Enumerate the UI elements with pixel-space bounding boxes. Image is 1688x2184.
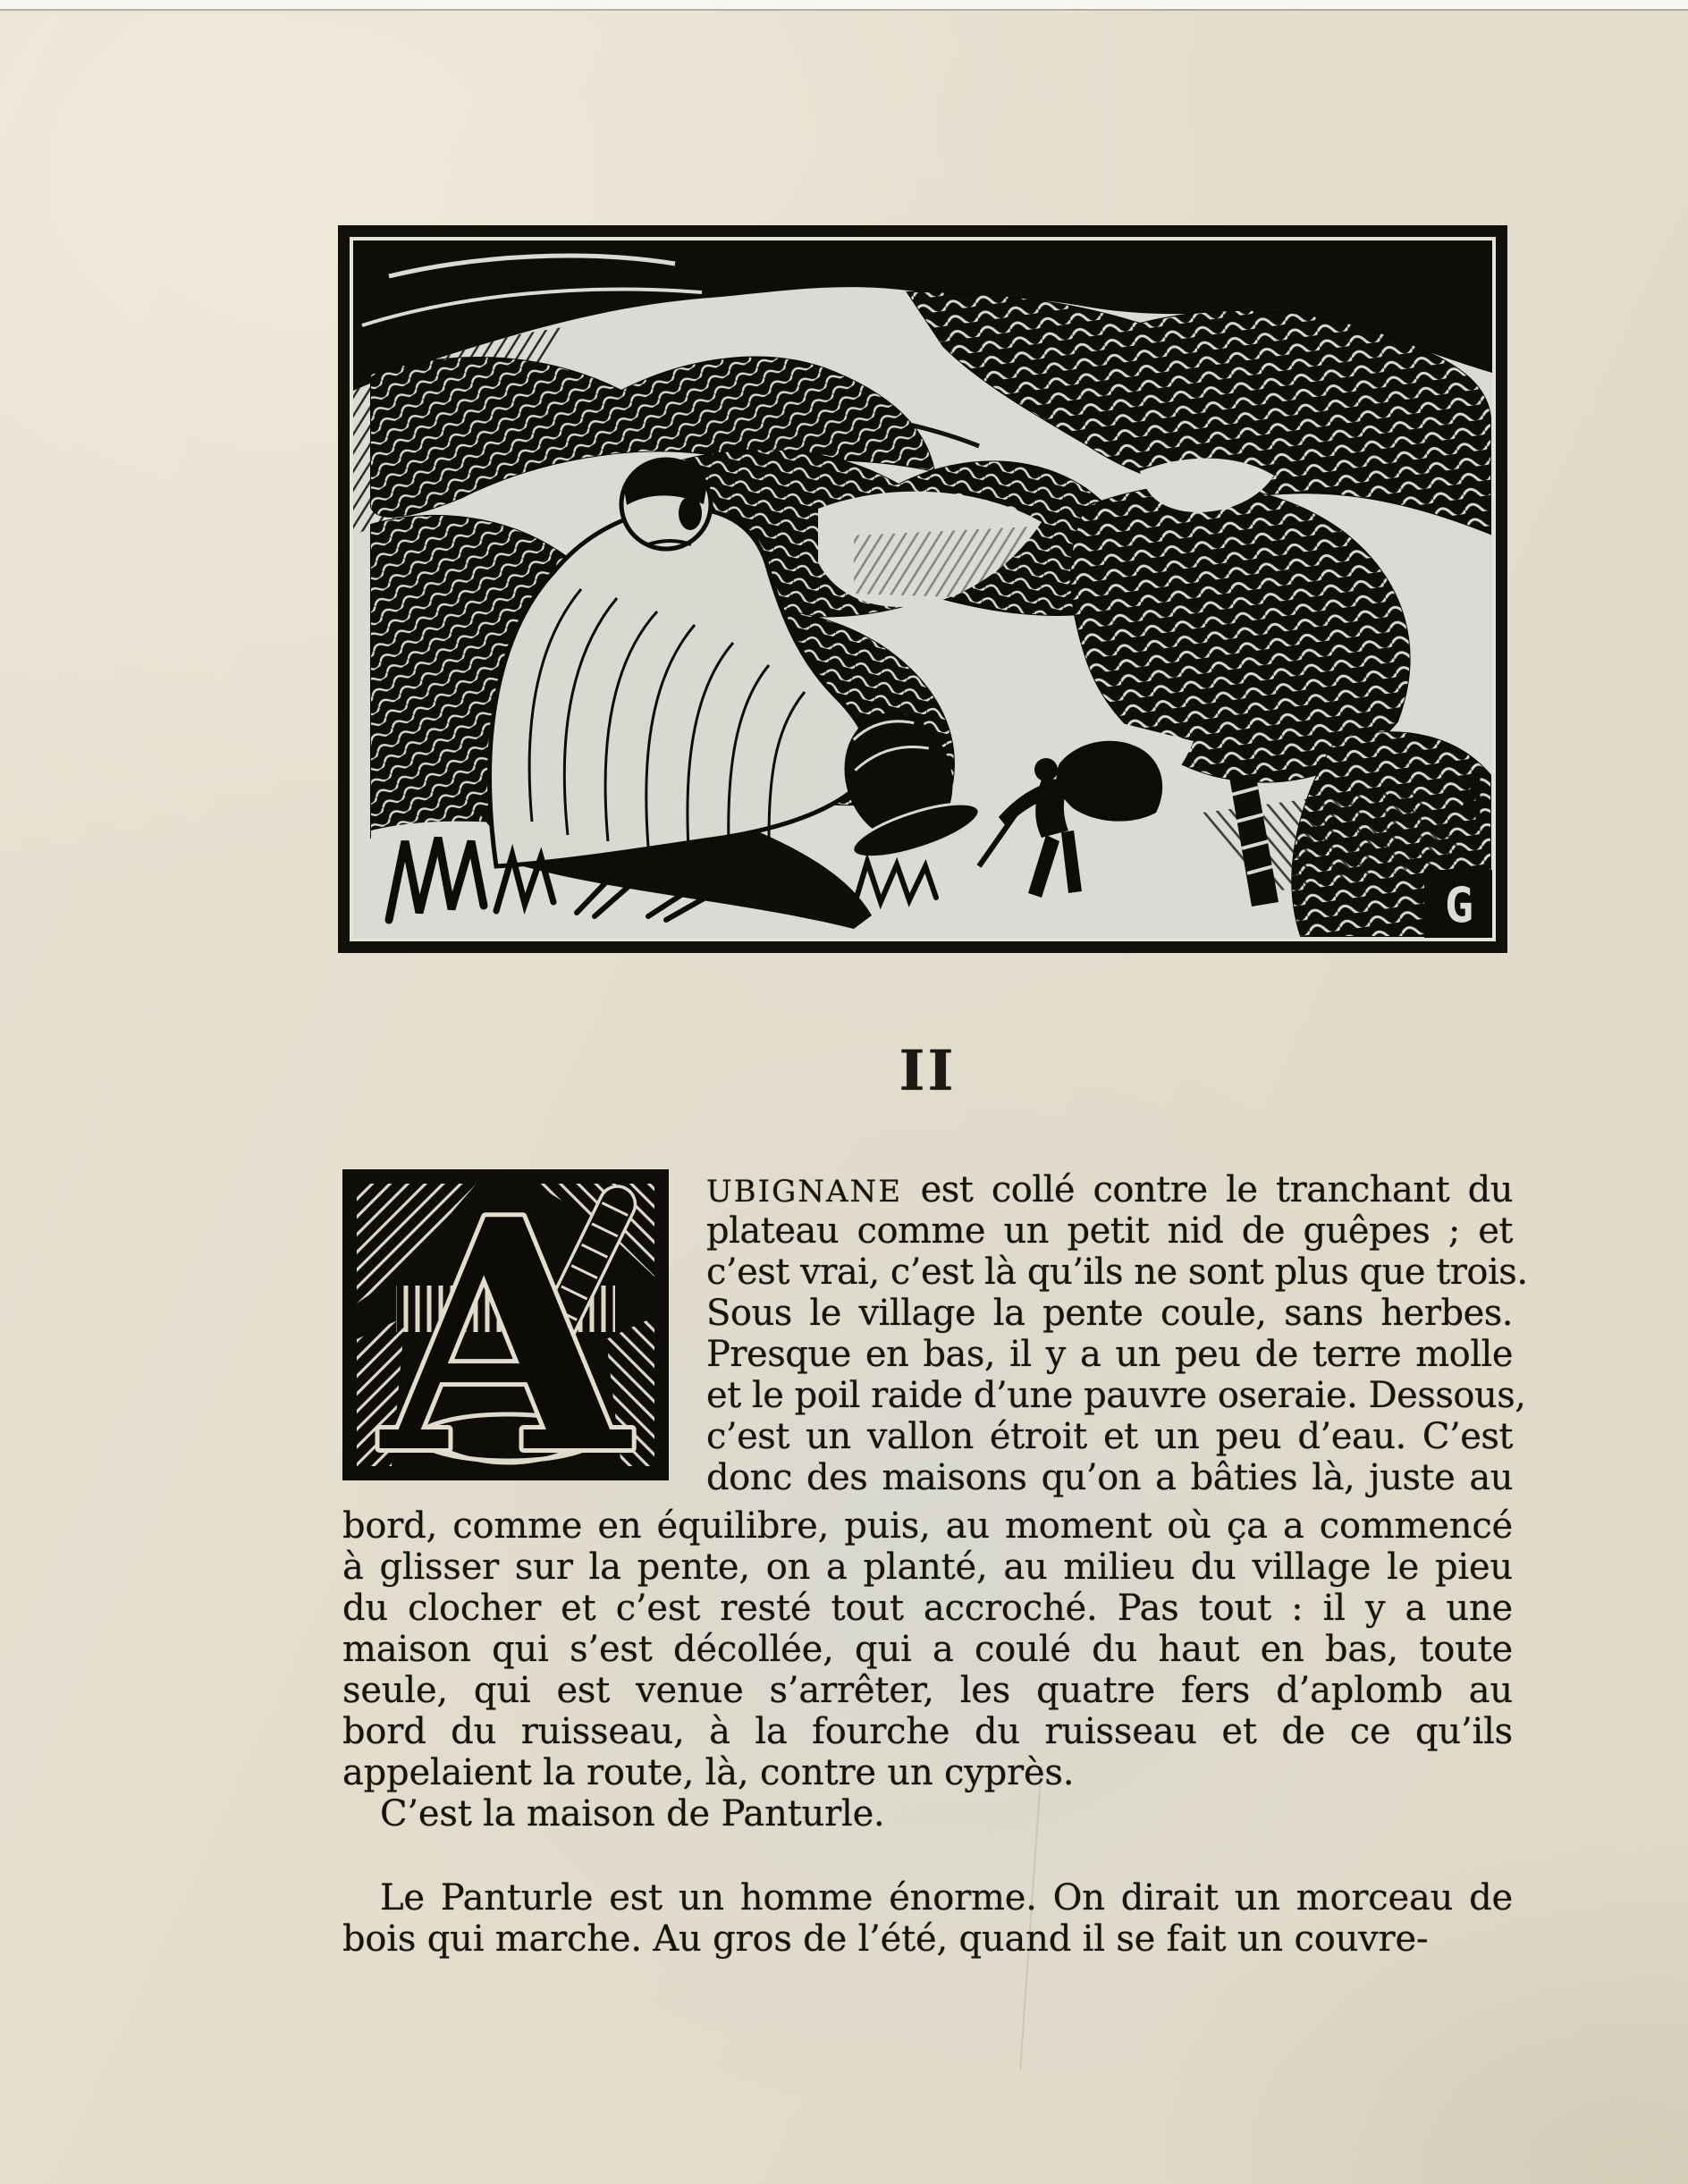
text-line-14: bord du ruisseau, à la fourche du ruisseau et de ce qu’ils <box>342 1711 1513 1752</box>
text-block <box>342 1505 1513 1960</box>
paragraph-2-line: C’est la maison de Panturle. <box>380 1793 885 1834</box>
text-line-1: UBIGNANE est collé contre le tranchant du <box>706 1169 1514 1210</box>
text-line-8: donc des maisons qu’on a bâties là, juste au <box>706 1457 1513 1498</box>
text-line-2: plateau comme un petit nid de guêpes ; et <box>706 1210 1513 1252</box>
text-line-18: bois qui marche. Au gros de l’été, quand il se fait un couvre- <box>342 1918 1429 1960</box>
woodcut-inner-border <box>350 237 1496 941</box>
woodcut-illustration <box>353 240 1492 938</box>
paragraph-1-top <box>342 1169 1528 1498</box>
text-line-9: bord, comme en équilibre, puis, au moment où ça a commencé <box>342 1505 1513 1547</box>
chapter-heading: II <box>899 1038 957 1103</box>
woodcut-frame <box>338 225 1507 953</box>
text-line-6: et le poil raide d’une pauvre oseraie. Dessous, <box>706 1375 1526 1416</box>
lead-word-small-caps: UBIGNANE <box>706 1174 903 1210</box>
text-line-12: maison qui s’est décollée, qui a coulé du haut en bas, toute <box>342 1629 1513 1670</box>
text-line-3: c’est vrai, c’est là qu’ils ne sont plus que trois. <box>706 1252 1528 1293</box>
paragraph-3 <box>342 1877 1513 1960</box>
initial-letter: A <box>382 1169 629 1480</box>
text-line-5: Presque en bas, il y a un peu de terre molle <box>706 1334 1513 1375</box>
monogram-letter: G <box>1444 877 1474 933</box>
photo-top-edge-shadow <box>0 9 1688 11</box>
text-line-10: à glisser sur la pente, on a planté, au milieu du village le pieu <box>342 1547 1513 1588</box>
paragraph-1-column <box>706 1169 1528 1498</box>
text-line-17: Le Panturle est un homme énorme. On dirait un morceau de <box>380 1877 1513 1918</box>
text-line-13: seule, qui est venue s’arrêter, les quatre fers d’aplomb au <box>342 1670 1513 1711</box>
photo-top-edge <box>0 0 1688 9</box>
text-line-4: Sous le village la pente coule, sans herbes. <box>706 1293 1513 1334</box>
engraver-monogram <box>1424 870 1492 938</box>
drop-cap <box>342 1169 669 1480</box>
text-line-15: appelaient la route, là, contre un cyprès. <box>342 1752 1075 1793</box>
text-line-11: du clocher et c’est resté tout accroché. Pas tout : il y a une <box>342 1588 1513 1629</box>
text-line-7: c’est un vallon étroit et un peu d’eau. C’est <box>706 1416 1513 1457</box>
